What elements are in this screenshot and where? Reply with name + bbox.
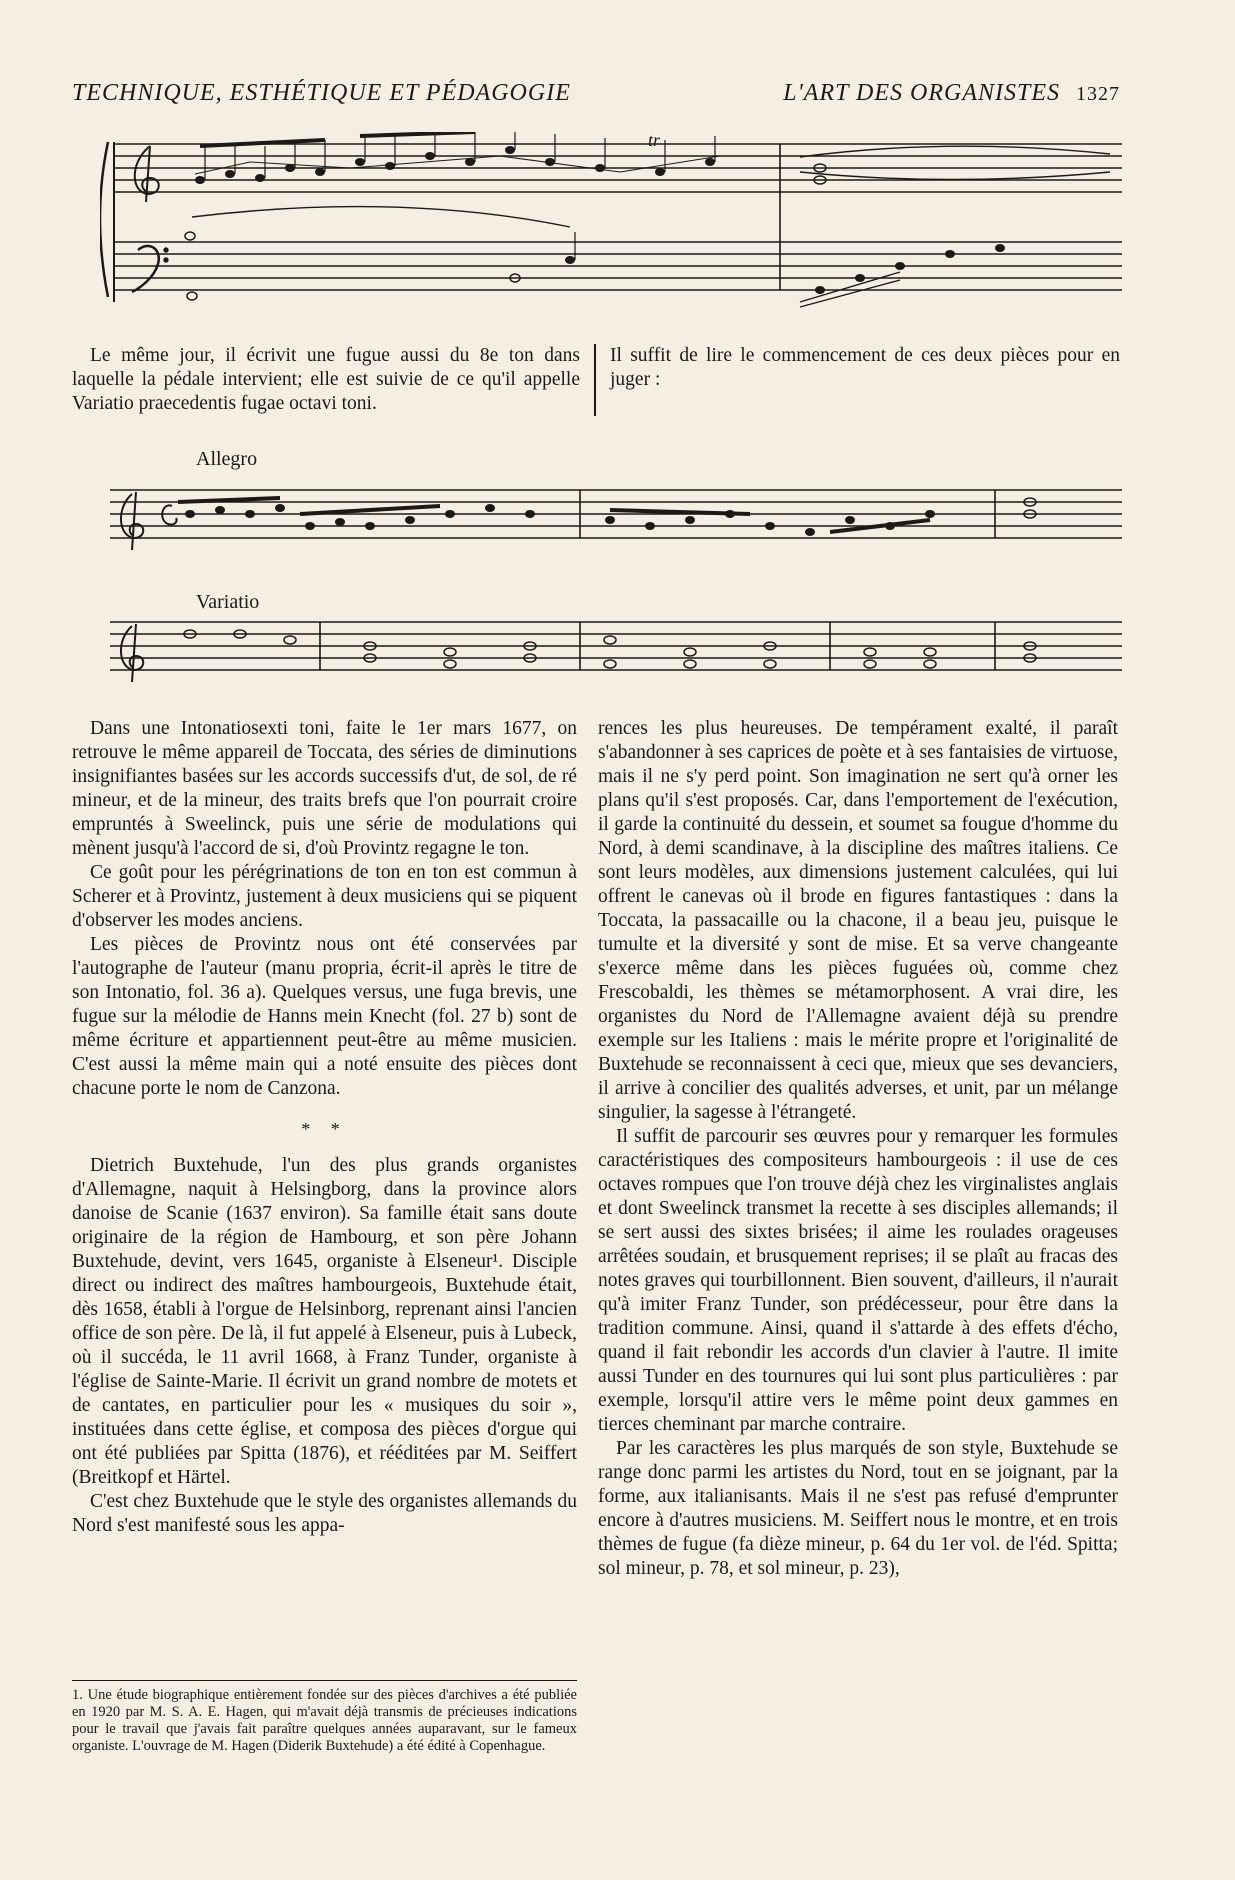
music-score-grand-staff [100,132,1122,312]
paragraph-temperament: rences les plus heureuses. De tempérament exalté, il paraît s'abandonner à ses caprices de poète et à ses fantaisies de virtuose, mais il ne s'y perd point. Son imagination ne sert qu'à orner les plans qu'il s'est proposés. Car, dans l'emportement de l'exécution, il garde la continuité du dessein, et soumet sa fougue d'homme du Nord, à demi scandinave, à la discipline des maîtres italiens. Ce sont leurs modèles, aux dimensions justement calculées, qui lui offrent le canevas où il brode en figures fantastiques : dans la Toccata, la passacaille ou la chacone, il a beau jeu, puisque le tumulte et la diversité y sont de mise. Et sa verve changeante s'exerce même dans les pièces fuguées où, comme chez Frescobaldi, les thèmes se métamorphosent. A vrai dire, les organistes du Nord de l'Allemagne avaient déjà su prendre exemple sur les Italiens : mais le mérite propre et l'originalité de Buxtehude se reconnaissent à ceci que, mieux que ses devanciers, il arrive à concilier des qualités adverses, et unit, par un mélange singulier, la sagesse à l'étrangeté. [598,718,1118,1123]
left-column [72,717,577,1538]
intro-paragraph-left: Le même jour, il écrivit une fugue aussi du 8e ton dans laquelle la pédale intervient; elle est suivie de ce qu'il appelle Variatio praecedentis fugae octavi toni. [72,345,580,414]
header-left: TECHNIQUE, ESTHÉTIQUE ET PÉDAGOGIE [72,80,571,106]
right-column [598,717,1118,1581]
paragraph-provintz: Les pièces de Provintz nous ont été conservées par l'autographe de l'auteur (manu propria, écrit-il après le titre de son Intonatio, fol. 36 a). Quelques versus, une fuga brevis, une fugue sur la mélodie de Hanns mein Knecht (fol. 27 b) sont de même écriture et appartiennent peut-être au même musicien. C'est aussi la même main qui a noté ensuite des pièces dont chacune porte le nom de Canzona. [72,934,577,1099]
intro-paragraph-right: Il suffit de lire le commencement de ces deux pièces pour en juger : [610,345,1120,390]
music-score-allegro [110,470,1122,570]
paragraph-peregrinations: Ce goût pour les pérégrinations de ton en ton est commun à Scherer et à Provintz, justement à deux musiciens qui se piquent d'observer les modes anciens. [72,862,577,931]
paragraph-intonatio: Dans une Intonatiosexti toni, faite le 1er mars 1677, on retrouve le même appareil de Toccata, des séries de diminutions insignifiantes basées sur les accords successifs d'ut, de sol, de ré mineur, et de la mineur, des traits brefs que l'on pourrait croire empruntés à Sweelinck, puis une série de modulations qui mènent jusqu'à l'accord de si, d'où Provintz regagne le ton. [72,718,577,859]
header-right: L'ART DES ORGANISTES [783,80,1060,106]
section-separator: * * [301,1119,348,1139]
footnote: 1. Une étude biographique entièrement fondée sur des pièces d'archives a été publiée en 1920 par M. S. A. E. Hagen, qui m'avait déjà transmis de précieuses indications pour le travail que j'avais fait paraître quelques années auparavant, sur le fameux organiste. L'ouvrage de M. Hagen (Diderik Buxtehude) a été édité à Copenhague. [72,1680,577,1755]
paragraph-formules: Il suffit de parcourir ses œuvres pour y remarquer les formules caractéristiques des compositeurs hambourgeois : il use de ces octaves rompues que l'on trouve déjà chez les virginalistes anglais et dont Sweelinck transmet la recette à ses disciples allemands; il se sert aussi des sixtes brisées; il aime les roulades orageuses arrêtées soudain, et brusquement reprises; il se plaît au fracas des notes graves qui tourbillonnent. Bien souvent, d'ailleurs, il n'aurait qu'à imiter Franz Tunder, son prédécesseur, pour être dans la tradition commune. Ainsi, quand il s'attarde à des effets d'écho, quand il fait rebondir les accords d'un clavier à l'autre. Il imite aussi Tunder en des tournures qui lui sont plus particulières : par exemple, lorsqu'il attire vers le même point deux gammes en tierces cheminant par marche contraire. [598,1126,1118,1435]
running-header [72,80,1120,107]
page-number: 1327 [1076,83,1120,105]
paragraph-buxtehude-bio: Dietrich Buxtehude, l'un des plus grands organistes d'Allemagne, naquit à Helsingborg, dans la province alors danoise de Scanie (1637 environ). Sa famille était sans doute originaire de la région de Hambourg, et son père Johann Buxtehude, devint, vers 1645, organiste à Elseneur¹. Disciple direct ou indirect des maîtres hambourgeois, Buxtehude était, dès 1658, établi à l'orgue de Helsinborg, reprenant ainsi l'ancien office de son père. De là, il fut appelé à Elseneur, puis à Lubeck, où il succéda, le 11 avril 1668, à Franz Tunder, organiste à l'église de Sainte-Marie. Il écrivit un grand nombre de motets et de cantates, en particulier pour les « musiques du soir », instituées dans cette église, et composa des pièces d'orgue qui ont été publiées par Spitta (1876), et rééditées par M. Seiffert (Breitkopf et Härtel. [72,1155,577,1488]
music-score-variatio [110,606,1122,686]
tempo-label: Allegro [196,448,258,470]
paragraph-buxtehude-style: C'est chez Buxtehude que le style des organistes allemands du Nord s'est manifesté sous les appa- [72,1491,577,1536]
trill-mark: tr [648,132,661,150]
paragraph-caracteres: Par les caractères les plus marqués de son style, Buxtehude se range donc parmi les artistes du Nord, tout en se joignant, par la forme, aux italianisants. Mais il ne s'est pas refusé d'emprunter encore à d'autres musiciens. M. Seiffert nous le montre, et en trois thèmes de fugue (fa dièze mineur, p. 64 du 1er vol. de l'éd. Spitta; sol mineur, p. 78, et sol mineur, p. 23), [598,1438,1118,1579]
variatio-label: Variatio [196,591,260,613]
